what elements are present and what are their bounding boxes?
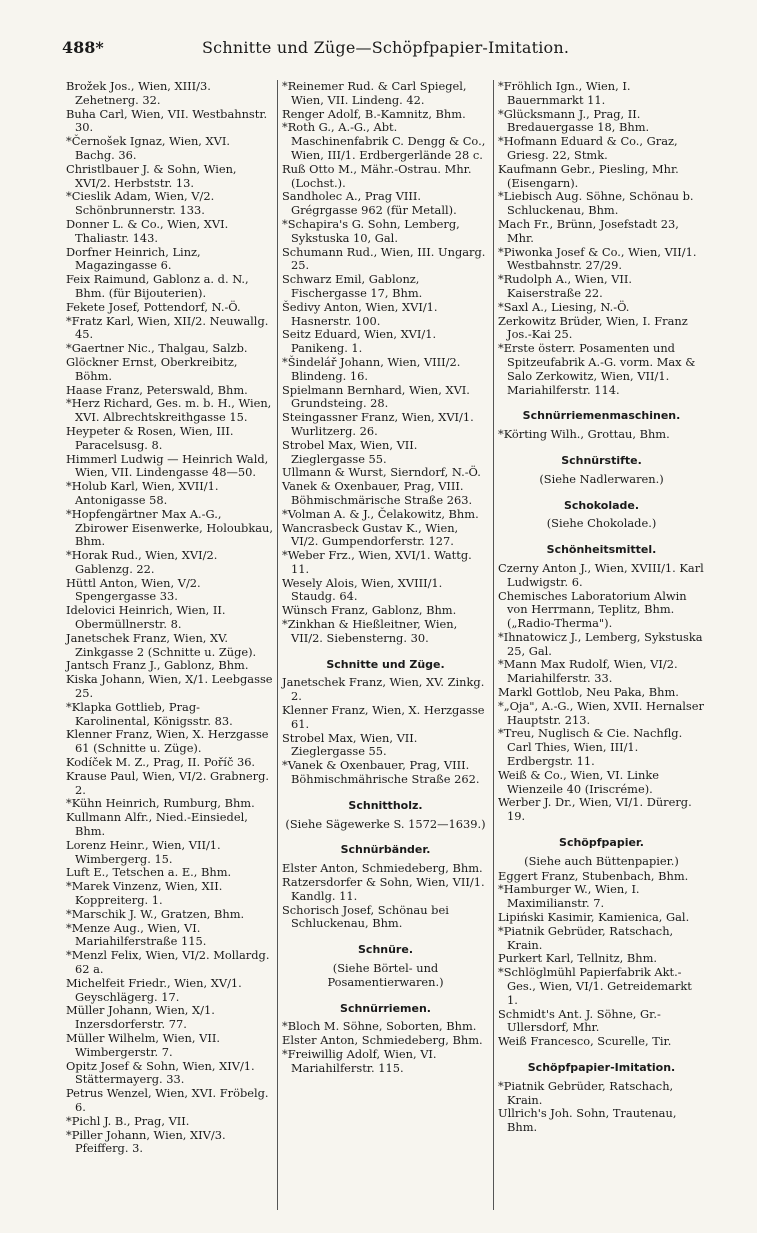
directory-entry: Strobel Max, Wien, VII. Zieglergasse 55. xyxy=(282,437,418,466)
directory-entry: Luft E., Tetschen a. E., Bhm. xyxy=(66,865,232,880)
directory-entry: Janetschek Franz, Wien, XV. Zinkgasse 2 (Schnitte u. Züge). xyxy=(66,630,257,659)
directory-entry: *Marschik J. W., Gratzen, Bhm. xyxy=(66,906,245,921)
directory-entry: *Černošek Ignaz, Wien, XVI. Bachg. 36. xyxy=(66,134,230,162)
directory-entry: Haase Franz, Peterswald, Bhm. xyxy=(66,382,248,397)
directory-entry: Kiska Johann, Wien, X/1. Leebgasse 25. xyxy=(66,672,273,701)
directory-entry: *Fröhlich Ign., Wien, I. Bauernmarkt 11. xyxy=(498,80,631,107)
directory-entry: *Glücksmann J., Prag, II. Bredauergasse 18, Bhm. xyxy=(498,106,650,135)
column-middle xyxy=(277,80,493,1210)
section-heading: Schönheitsmittel. xyxy=(546,543,657,557)
directory-entry: Donner L. & Co., Wien, XVI. Thaliastr. 143. xyxy=(66,216,229,245)
directory-entry: *Kühn Heinrich, Rumburg, Bhm. xyxy=(66,796,255,811)
directory-entry: Klenner Franz, Wien, X. Herzgasse 61. xyxy=(282,703,485,731)
directory-entry: *Marek Vinzenz, Wien, XII. Koppreiterg. 1. xyxy=(66,879,223,908)
directory-entry: Vanek & Oxenbauer, Prag, VIII. Böhmischmärische Straße 263. xyxy=(282,479,473,507)
directory-entry: Krause Paul, Wien, VI/2. Grabnerg. 2. xyxy=(66,768,270,797)
directory-entry: *Körting Wilh., Grottau, Bhm. xyxy=(498,427,670,442)
directory-entry: Sandholec A., Prag VIII. Grégrgasse 962 (für Metall). xyxy=(282,189,457,218)
directory-entry: Seitz Eduard, Wien, XVI/1. Panikeng. 1. xyxy=(282,327,437,356)
section-heading: Schnittholz. xyxy=(348,798,423,812)
directory-entry: *Mann Max Rudolf, Wien, VI/2. Mariahilferstr. 33. xyxy=(498,657,678,686)
directory-entry: *Šindelář Johann, Wien, VIII/2. Blindeng. 16. xyxy=(282,354,461,383)
directory-entry: Hüttl Anton, Wien, V/2. Spengergasse 33. xyxy=(66,575,201,604)
directory-entry: Elster Anton, Schmiedeberg, Bhm. xyxy=(282,861,483,876)
page-number: 488* xyxy=(62,38,104,57)
directory-entry: Opitz Josef & Sohn, Wien, XIV/1. Stättermayerg. 33. xyxy=(66,1058,255,1087)
directory-entry: *Bloch M. Söhne, Soborten, Bhm. xyxy=(282,1019,477,1034)
directory-entry: Renger Adolf, B.-Kamnitz, Bhm. xyxy=(282,106,466,121)
section-heading: Schnürriemen. xyxy=(340,1001,431,1015)
running-title: Schnitte und Züge—Schöpfpapier-Imitation. xyxy=(202,38,570,57)
directory-entry: Müller Wilhelm, Wien, VII. Wimbergerstr. 7. xyxy=(66,1030,220,1059)
section-heading: Schnitte und Züge. xyxy=(326,657,445,671)
directory-entry: *Cieslik Adam, Wien, V/2. Schönbrunnerstr. 133. xyxy=(66,189,215,218)
directory-entry: Wünsch Franz, Gablonz, Bhm. xyxy=(282,603,457,618)
directory-entry: Werber J. Dr., Wien, VI/1. Dürerg. 19. xyxy=(498,795,692,824)
column-left xyxy=(62,80,277,1210)
directory-entry: *Horak Rud., Wien, XVI/2. Gablenzg. 22. xyxy=(66,548,218,576)
directory-entry: *Menze Aug., Wien, VI. Mariahilferstraße 115. xyxy=(66,920,207,949)
directory-entry: Brožek Jos., Wien, XIII/3. Zehetnerg. 32. xyxy=(66,80,211,107)
directory-entry: *Herz Richard, Ges. m. b. H., Wien, XVI. Albrechtskreithgasse 15. xyxy=(66,396,272,425)
directory-entry: Klenner Franz, Wien, X. Herzgasse 61 (Schnitte u. Züge). xyxy=(66,727,269,756)
directory-entry: *Reinemer Rud. & Carl Spiegel, Wien, VII. Lindeng. 42. xyxy=(282,80,467,107)
directory-entry: *Zinkhan & Hießleitner, Wien, VII/2. Siebensterng. 30. xyxy=(282,617,458,645)
column-right xyxy=(493,80,709,1210)
see-also-note: (Siehe Börtel- und Posamentierwaren.) xyxy=(327,961,444,989)
directory-entry: *Fratz Karl, Wien, XII/2. Neuwallg. 45. xyxy=(66,313,269,342)
see-also-note: (Siehe Nadlerwaren.) xyxy=(539,471,664,486)
directory-entry: Wesely Alois, Wien, XVIII/1. Staudg. 64. xyxy=(282,575,443,604)
directory-entry: *Schlöglmühl Papierfabrik Akt.-Ges., Wien, VI/1. Getreidemarkt 1. xyxy=(498,965,692,1007)
directory-entry: Steingassner Franz, Wien, XVI/1. Wurlitzerg. 26. xyxy=(282,410,474,438)
directory-entry: Michelfeit Friedr., Wien, XV/1. Geyschlägerg. 17. xyxy=(66,975,242,1004)
see-also-note: (Siehe Chokolade.) xyxy=(546,516,657,531)
directory-entry: Šedivy Anton, Wien, XVI/1. Hasnerstr. 100. xyxy=(282,299,438,328)
directory-entry: Feix Raimund, Gablonz a. d. N., Bhm. (für Bijouterien). xyxy=(66,272,249,300)
directory-entry: *Rudolph A., Wien, VII. Kaiserstraße 22. xyxy=(498,272,633,300)
directory-entry: Müller Johann, Wien, X/1. Inzersdorferstr. 77. xyxy=(66,1003,215,1032)
directory-entry: Schmidt's Ant. J. Söhne, Gr.-Ullersdorf, Mhr. xyxy=(498,1006,661,1035)
directory-entry: Ullrich's Joh. Sohn, Trautenau, Bhm. xyxy=(498,1106,677,1135)
directory-entry: Fekete Josef, Pottendorf, N.-Ö. xyxy=(66,299,241,314)
directory-entry: Elster Anton, Schmiedeberg, Bhm. xyxy=(282,1033,483,1048)
directory-entry: Ullmann & Wurst, Sierndorf, N.-Ö. xyxy=(282,465,481,480)
directory-entry: Schwarz Emil, Gablonz, Fischergasse 17, Bhm. xyxy=(282,272,423,300)
directory-entry: Idelovici Heinrich, Wien, II. Obermüllnerstr. 8. xyxy=(66,603,226,632)
directory-entry: Lipiński Kasimir, Kamienica, Gal. xyxy=(498,910,690,925)
directory-entry: *Menzl Felix, Wien, VI/2. Mollardg. 62 a. xyxy=(66,948,270,976)
directory-entry: Markl Gottlob, Neu Paka, Bhm. xyxy=(498,685,679,700)
directory-entry: *Liebisch Aug. Söhne, Schönau b. Schluckenau, Bhm. xyxy=(498,189,694,218)
directory-entry: *Hopfengärtner Max A.-G., Zbirower Eisenwerke, Holoubkau, Bhm. xyxy=(66,506,273,549)
directory-entry: Chemisches Laboratorium Alwin von Herrmann, Teplitz, Bhm. („Radio-Therma"). xyxy=(498,588,687,631)
directory-entry: Dorfner Heinrich, Linz, Magazingasse 6. xyxy=(66,244,201,273)
directory-entry: Wancrasbeck Gustav K., Wien, VI/2. Gumpendorferstr. 127. xyxy=(282,520,459,549)
directory-entry: Weiß & Co., Wien, VI. Linke Wienzeile 40 (Iriscréme). xyxy=(498,767,660,796)
directory-entry: *Vanek & Oxenbauer, Prag, VIII. Böhmischmährische Straße 262. xyxy=(282,758,480,787)
directory-entry: *Erste österr. Posamenten und Spitzeufabrik A.-G. vorm. Max & Salo Zerkowitz, Wien, VII/1. Mariahilferstr. 114. xyxy=(498,341,696,397)
section-heading: Schnürbänder. xyxy=(340,843,431,857)
directory-entry: Mach Fr., Brünn, Josefstadt 23, Mhr. xyxy=(498,216,679,245)
directory-entry: *Gaertner Nic., Thalgau, Salzb. xyxy=(66,341,248,356)
section-heading: Schnürstifte. xyxy=(561,453,642,467)
directory-entry: *Freiwillig Adolf, Wien, VI. Mariahilferstr. 115. xyxy=(282,1047,437,1075)
directory-entry: *Piatnik Gebrüder, Ratschach, Krain. xyxy=(498,1078,674,1107)
directory-entry: Kaufmann Gebr., Piesling, Mhr. (Eisengarn). xyxy=(498,161,679,190)
directory-entry: Ruß Otto M., Mähr.-Ostrau. Mhr. (Lochst.). xyxy=(282,161,472,190)
directory-entry: Glöckner Ernst, Oberkreibitz, Böhm. xyxy=(66,354,238,383)
directory-entry: Kodíček M. Z., Prag, II. Poříč 36. xyxy=(66,755,256,770)
page-header xyxy=(62,38,712,60)
directory-entry: Jantsch Franz J., Gablonz, Bhm. xyxy=(66,658,249,673)
directory-entry: *Piwonka Josef & Co., Wien, VII/1. Westbahnstr. 27/29. xyxy=(498,244,697,273)
directory-entry: *Weber Frz., Wien, XVI/1. Wattg. 11. xyxy=(282,548,472,576)
section-heading: Schnürriemenmaschinen. xyxy=(522,409,681,423)
directory-entry: Lorenz Heinr., Wien, VII/1. Wimbergerg. 15. xyxy=(66,837,221,866)
directory-entry: *Roth G., A.-G., Abt. Maschinenfabrik C. Dengg & Co., Wien, III/1. Erdbergerlände 28 c. xyxy=(282,120,486,162)
directory-entry: Ratzersdorfer & Sohn, Wien, VII/1. Kandlg. 11. xyxy=(282,875,485,903)
directory-entry: Zerkowitz Brüder, Wien, I. Franz Jos.-Kai 25. xyxy=(498,313,688,342)
directory-entry: Schumann Rud., Wien, III. Ungarg. 25. xyxy=(282,244,486,273)
section-heading: Schöpfpapier. xyxy=(559,836,644,850)
directory-entry: *Piatnik Gebrüder, Ratschach, Krain. xyxy=(498,923,674,952)
section-heading: Schnüre. xyxy=(358,943,413,957)
directory-entry: *Treu, Nuglisch & Cie. Nachflg. Carl Thies, Wien, III/1. Erdbergstr. 11. xyxy=(498,726,683,769)
see-also-note: (Siehe auch Büttenpapier.) xyxy=(524,853,679,868)
directory-entry: Purkert Karl, Tellnitz, Bhm. xyxy=(498,951,658,966)
section-heading: Schöpfpapier-Imitation. xyxy=(527,1061,676,1074)
section-heading: Schokolade. xyxy=(563,498,640,512)
directory-entry: Buha Carl, Wien, VII. Westbahnstr. 30. xyxy=(66,106,268,135)
directory-entry: *Schapira's G. Sohn, Lemberg, Sykstuska 10, Gal. xyxy=(282,216,460,245)
directory-entry: *Pichl J. B., Prag, VII. xyxy=(66,1113,190,1128)
see-also-note: (Siehe Sägewerke S. 1572—1639.) xyxy=(285,816,486,831)
directory-entry: Heypeter & Rosen, Wien, III. Paracelsusg. 8. xyxy=(66,423,234,452)
directory-entry: Strobel Max, Wien, VII. Zieglergasse 55. xyxy=(282,730,418,759)
directory-entry: Himmerl Ludwig — Heinrich Wald, Wien, VII. Lindengasse 48—50. xyxy=(66,451,269,480)
directory-entry: *Piller Johann, Wien, XIV/3. Pfeifferg. 3. xyxy=(66,1127,226,1156)
directory-entry: *Saxl A., Liesing, N.-Ö. xyxy=(498,299,630,314)
directory-entry: Czerny Anton J., Wien, XVIII/1. Karl Ludwigstr. 6. xyxy=(498,560,704,589)
directory-entry: *Hamburger W., Wien, I. Maximilianstr. 7. xyxy=(498,882,640,911)
directory-entry: *Ihnatowicz J., Lemberg, Sykstuska 25, Gal. xyxy=(498,629,703,658)
directory-entry: Schorisch Josef, Schönau bei Schluckenau, Bhm. xyxy=(282,902,449,931)
directory-entry: Petrus Wenzel, Wien, XVI. Fröbelg. 6. xyxy=(66,1086,269,1114)
directory-entry: Kullmann Alfr., Nied.-Einsiedel, Bhm. xyxy=(66,810,248,839)
directory-entry: *Hofmann Eduard & Co., Graz, Griesg. 22, Stmk. xyxy=(498,134,678,162)
directory-entry: Spielmann Bernhard, Wien, XVI. Grundsteing. 28. xyxy=(282,382,470,411)
directory-entry: *Klapka Gottlieb, Prag-Karolinental, Königsstr. 83. xyxy=(66,699,233,728)
directory-entry: Christlbauer J. & Sohn, Wien, XVI/2. Herbststr. 13. xyxy=(66,161,237,190)
directory-entry: *Volman A. & J., Čelakowitz, Bhm. xyxy=(282,506,479,521)
directory-entry: *Holub Karl, Wien, XVII/1. Antonigasse 58. xyxy=(66,479,219,507)
directory-entry: Janetschek Franz, Wien, XV. Zinkg. 2. xyxy=(282,675,485,704)
directory-entry: Eggert Franz, Stubenbach, Bhm. xyxy=(498,868,689,883)
directory-entry: *„Oja", A.-G., Wien, XVII. Hernalser Hauptstr. 213. xyxy=(498,698,704,727)
directory-entry: Weiß Francesco, Scurelle, Tir. xyxy=(498,1034,672,1049)
directory-columns xyxy=(62,80,712,1210)
